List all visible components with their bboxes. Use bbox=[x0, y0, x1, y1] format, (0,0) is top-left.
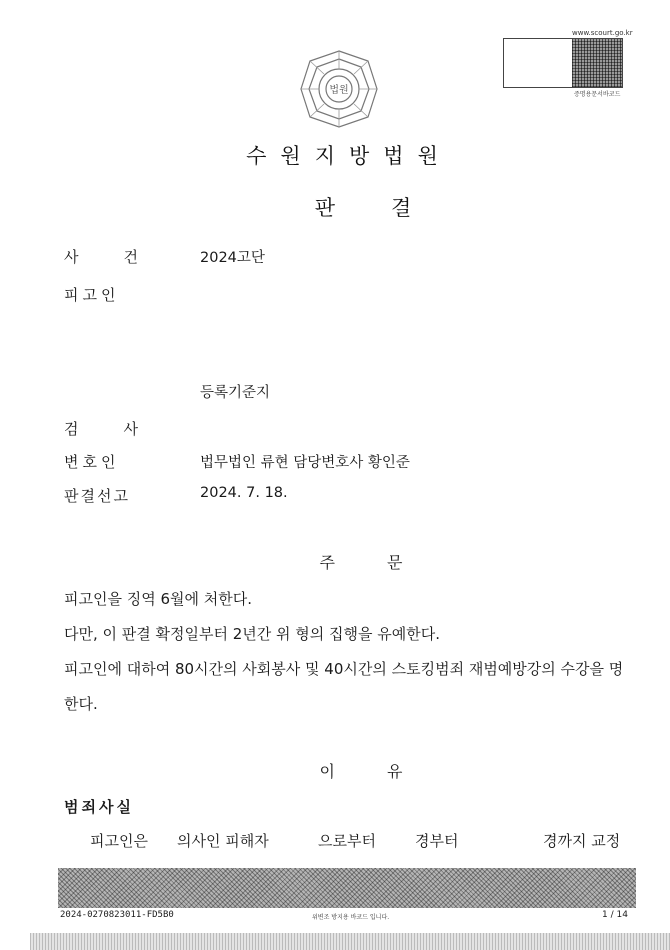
sentence-line-4: 한다. bbox=[64, 695, 98, 713]
prosecutor-label-char-1: 검 bbox=[64, 420, 79, 438]
case-label bbox=[64, 246, 138, 267]
page-number: 1 / 14 bbox=[602, 910, 628, 920]
barcode-image bbox=[572, 39, 622, 87]
sentence-line-3: 피고인에 대하여 80시간의 사회봉사 및 40시간의 스토킹범죄 재범예방강의 수강을 명 bbox=[64, 660, 624, 678]
counsel-name: 법무법인 류현 담당변호사 황인준 bbox=[200, 455, 410, 471]
case-number: 2024고단 bbox=[200, 250, 265, 266]
document-type: 판결 bbox=[314, 196, 468, 220]
case-label-char-1: 사 bbox=[64, 248, 79, 266]
anti-forgery-barcode bbox=[58, 868, 636, 908]
verdict-date-label: 판결선고 bbox=[64, 487, 130, 505]
court-emblem-icon bbox=[297, 47, 381, 131]
sentence-line-2: 다만, 이 판결 확정일부터 2년간 위 형의 집행을 유예한다. bbox=[64, 625, 441, 643]
reasons-heading: 이유 bbox=[319, 762, 455, 781]
defendant-label: 피고인 bbox=[64, 286, 120, 304]
counsel-label: 변호인 bbox=[64, 453, 120, 471]
case-label-char-2: 건 bbox=[123, 248, 138, 266]
prosecutor-label bbox=[64, 418, 138, 439]
registration-base: 등록기준지 bbox=[200, 385, 271, 401]
crime-facts-fragment-5: 경까지 교정 bbox=[543, 832, 621, 850]
document-code: 2024-0270823011-FD5B0 bbox=[60, 910, 174, 920]
court-name: 수원지방법원 bbox=[246, 144, 452, 168]
verdict-date: 2024. 7. 18. bbox=[200, 485, 288, 501]
barcode-box bbox=[503, 38, 623, 88]
prosecutor-label-char-2: 사 bbox=[123, 420, 138, 438]
barcode-notice: 위변조 방지용 바코드 입니다. bbox=[312, 914, 390, 921]
sentence-line-1: 피고인을 징역 6월에 처한다. bbox=[64, 590, 253, 608]
scan-strip bbox=[30, 933, 670, 950]
barcode-caption: 증명용문서바코드 bbox=[574, 91, 621, 98]
main-text-heading: 주문 bbox=[319, 553, 455, 572]
crime-facts-heading: 범죄사실 bbox=[64, 798, 134, 816]
crime-facts-fragment-3: 으로부터 bbox=[318, 832, 376, 850]
crime-facts-fragment-4: 경부터 bbox=[415, 832, 459, 850]
emblem-text: 법원 bbox=[329, 85, 349, 96]
site-url: www.scourt.go.kr bbox=[572, 29, 633, 37]
crime-facts-fragment-2: 의사인 피해자 bbox=[177, 832, 269, 850]
crime-facts-fragment-1: 피고인은 bbox=[90, 832, 148, 850]
